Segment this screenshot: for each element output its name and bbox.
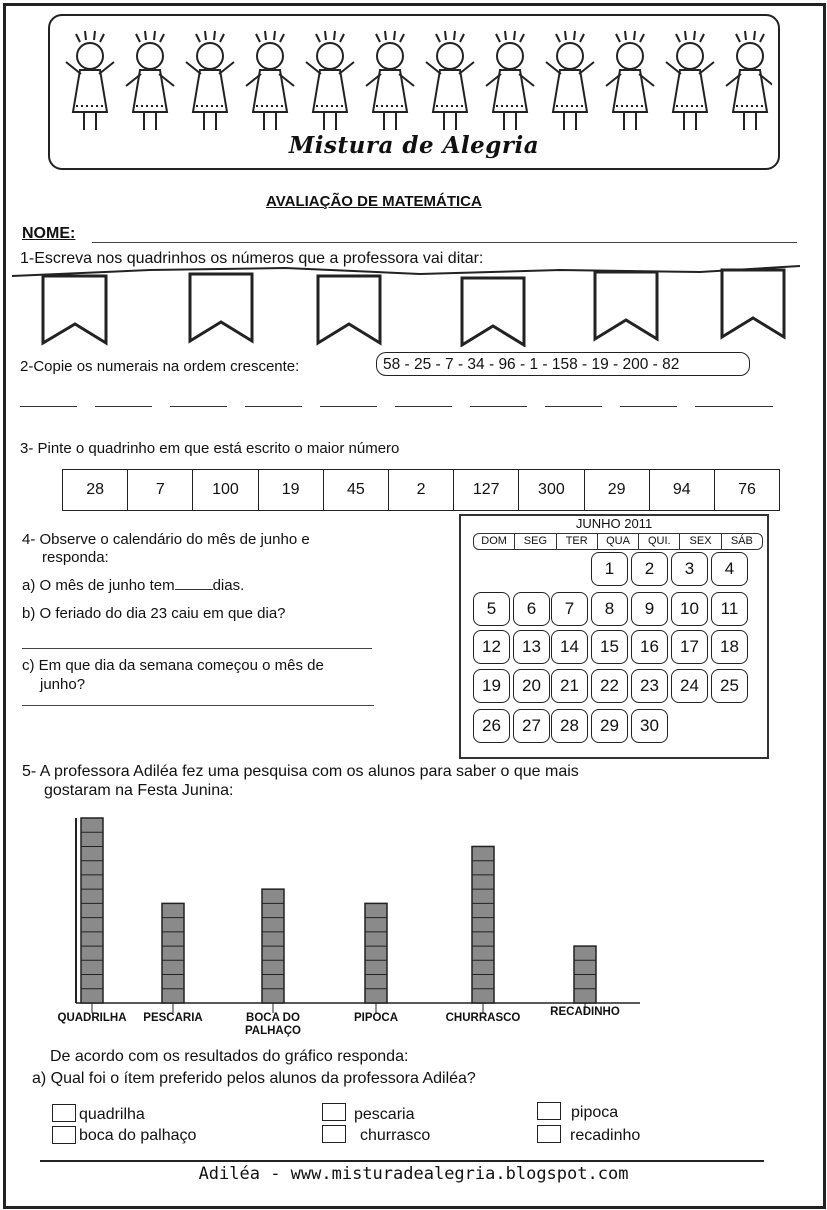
- calendar-day: 12: [473, 630, 510, 664]
- weekday: DOM: [474, 534, 515, 549]
- question-1: 1-Escreva nos quadrinhos os números que a professora vai ditar:: [20, 250, 484, 267]
- chart-bar: [162, 903, 184, 1003]
- question-2: 2-Copie os numerais na ordem crescente:: [20, 358, 300, 375]
- calendar-day: 24: [671, 669, 708, 703]
- weekday: QUA: [598, 534, 639, 549]
- calendar-day: 11: [711, 592, 748, 626]
- number-box[interactable]: 94: [650, 470, 715, 510]
- chart-bar-rect: [81, 818, 103, 1003]
- calendar-day: 23: [631, 669, 668, 703]
- calendar-day: 6: [513, 592, 550, 626]
- question-4a-text: a) O mês de junho tem: [22, 577, 175, 594]
- calendar-day: 16: [631, 630, 668, 664]
- calendar-day: 29: [591, 709, 628, 743]
- calendar-day: 14: [551, 630, 588, 664]
- calendar-day: 2: [631, 552, 668, 586]
- calendar-day: 13: [513, 630, 550, 664]
- question-4a-suffix: dias.: [212, 577, 245, 594]
- calendar-day: 9: [631, 592, 668, 626]
- number-box[interactable]: 100: [193, 470, 258, 510]
- number-sequence: 58 - 25 - 7 - 34 - 96 - 1 - 158 - 19 - 200 - 82: [376, 352, 750, 376]
- footer-divider: [40, 1160, 764, 1162]
- weekday: SÁB: [730, 535, 753, 547]
- chart-category-label: CHURRASCO: [445, 1012, 521, 1024]
- calendar-day: 21: [551, 669, 588, 703]
- chart-category-label: RECADINHO: [550, 1006, 620, 1018]
- option-label: recadinho: [570, 1127, 641, 1144]
- question-4-cont: responda:: [42, 549, 109, 566]
- option-label: boca do palhaço: [79, 1127, 197, 1144]
- calendar-day: 20: [513, 669, 550, 703]
- number-box[interactable]: 28: [63, 470, 128, 510]
- chart-bar: [365, 903, 387, 1003]
- chart-bar-rect: [472, 846, 494, 1003]
- calendar-day: 27: [513, 709, 550, 743]
- checkbox-quadrilha[interactable]: [52, 1104, 76, 1122]
- option-label: quadrilha: [79, 1106, 145, 1123]
- question-4c: c) Em que dia da semana começou o mês de: [22, 657, 324, 674]
- chart-bar-rect: [365, 903, 387, 1003]
- calendar-day: 1: [591, 552, 628, 586]
- number-box[interactable]: 76: [738, 481, 756, 498]
- checkbox-pescaria[interactable]: [322, 1103, 346, 1121]
- calendar-day: 28: [551, 709, 588, 743]
- calendar-day: 3: [671, 552, 708, 586]
- question-4b: b) O feriado do dia 23 caiu em que dia?: [22, 605, 286, 622]
- name-label: NOME:: [22, 225, 76, 242]
- question-5: 5- A professora Adiléa fez uma pesquisa com os alunos para saber o que mais: [22, 763, 579, 780]
- weekday: SEG: [515, 534, 556, 549]
- calendar-day: 25: [711, 669, 748, 703]
- page-title: AVALIAÇÃO DE MATEMÁTICA: [266, 193, 482, 210]
- number-box[interactable]: 300: [519, 470, 584, 510]
- chart-bar-rect: [162, 903, 184, 1003]
- chart-bar: [472, 846, 494, 1003]
- option-label: churrasco: [360, 1127, 431, 1144]
- calendar-day: 5: [473, 592, 510, 626]
- question-3: 3- Pinte o quadrinho em que está escrito o maior número: [20, 440, 400, 457]
- calendar-day: 26: [473, 709, 510, 743]
- weekday: SEX: [680, 534, 721, 549]
- calendar-day: 18: [711, 630, 748, 664]
- question-5a: a) Qual foi o ítem preferido pelos alunos da professora Adiléa?: [32, 1070, 476, 1087]
- question-4c-cont: junho?: [40, 676, 86, 693]
- calendar-day: 8: [591, 592, 628, 626]
- chart-bar: [574, 946, 596, 1003]
- number-box[interactable]: 127: [454, 470, 519, 510]
- checkbox-recadinho[interactable]: [537, 1125, 561, 1143]
- number-box[interactable]: 7: [128, 470, 193, 510]
- footer-credit: Adiléa - www.misturadealegria.blogspot.com: [198, 1164, 629, 1184]
- calendar-day: 19: [473, 669, 510, 703]
- calendar-day: 30: [631, 709, 668, 743]
- number-box[interactable]: 29: [585, 470, 650, 510]
- calendar-day: 7: [551, 592, 588, 626]
- question-4: 4- Observe o calendário do mês de junho e: [22, 531, 310, 548]
- chart-category-label: PIPOCA: [353, 1012, 399, 1024]
- question-5-cont: gostaram na Festa Junina:: [44, 782, 234, 799]
- number-box[interactable]: 45: [324, 470, 389, 510]
- chart-bar: [81, 818, 103, 1003]
- calendar-day: 10: [671, 592, 708, 626]
- chart-bar: [262, 889, 284, 1003]
- number-box[interactable]: 2: [389, 470, 454, 510]
- chart-category-label: QUADRILHA: [57, 1012, 127, 1024]
- calendar-day: 4: [711, 552, 748, 586]
- calendar-day: 22: [591, 669, 628, 703]
- checkbox-churrasco[interactable]: [322, 1125, 346, 1143]
- option-label: pescaria: [354, 1106, 415, 1123]
- graph-instructions: De acordo com os resultados do gráfico responda:: [50, 1048, 409, 1065]
- brand-title: Mistura de Alegria: [288, 132, 540, 159]
- chart-category-label: BOCA DO PALHAÇO: [244, 1012, 301, 1037]
- calendar-day: 17: [671, 630, 708, 664]
- option-label: pipoca: [571, 1104, 619, 1121]
- weekday: QUI.: [639, 534, 680, 549]
- calendar-day: 15: [591, 630, 628, 664]
- checkbox-pipoca[interactable]: [537, 1102, 561, 1120]
- calendar-title: JUNHO 2011: [575, 516, 653, 531]
- number-box[interactable]: 19: [259, 470, 324, 510]
- checkbox-boca-do-palhaco[interactable]: [52, 1126, 76, 1144]
- chart-category-label: PESCARIA: [143, 1012, 203, 1024]
- weekday: TER: [557, 534, 598, 549]
